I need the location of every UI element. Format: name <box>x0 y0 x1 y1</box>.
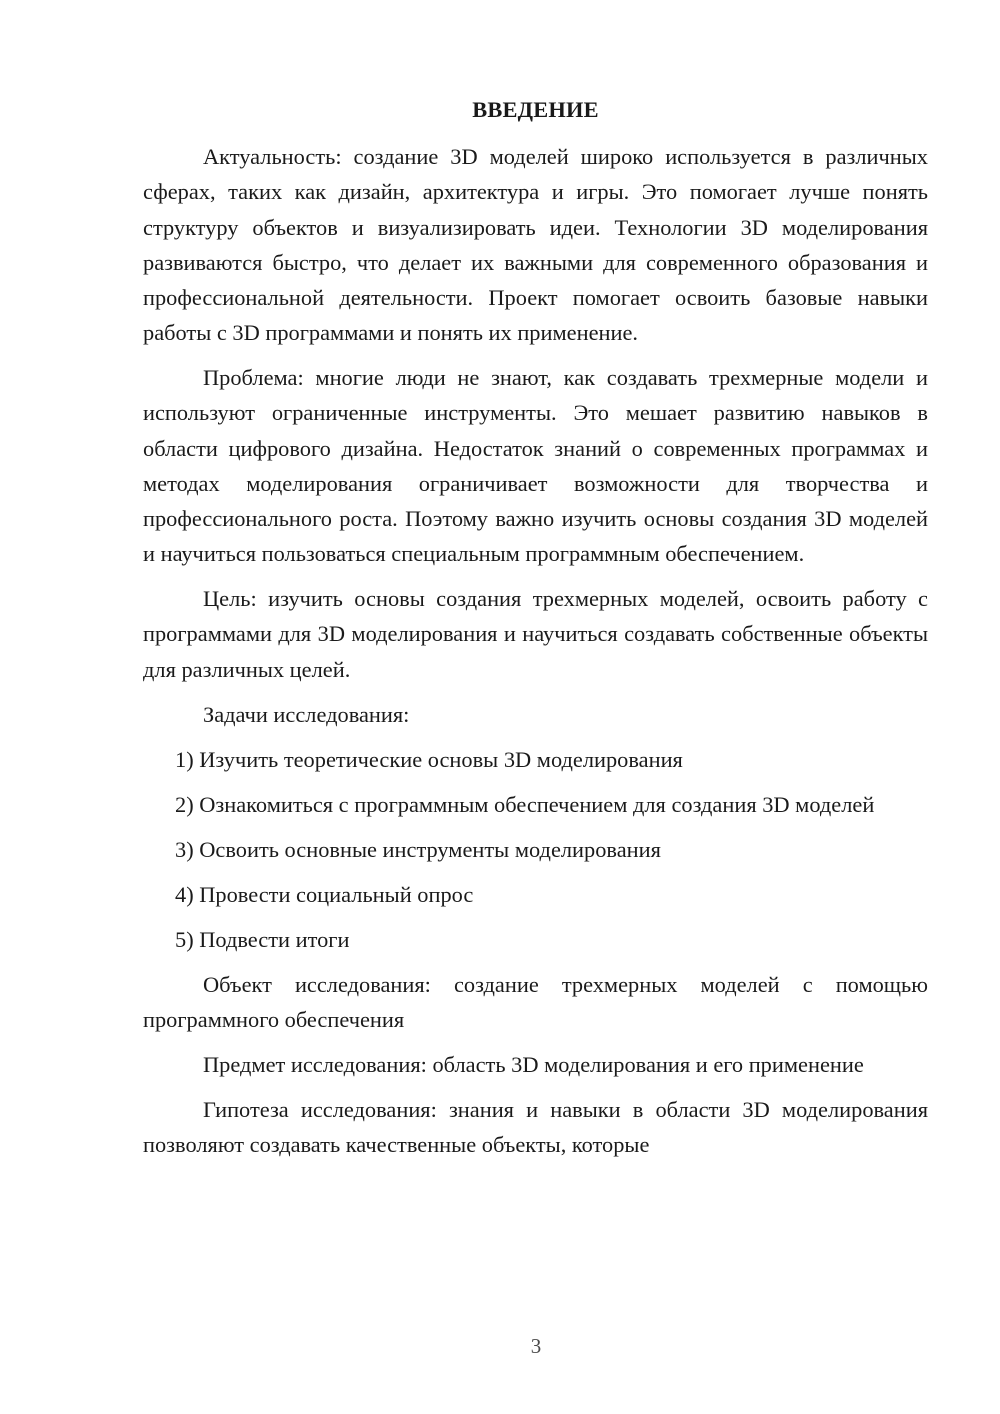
task-item-4: 4) Провести социальный опрос <box>175 881 474 907</box>
page-title: ВВЕДЕНИЕ <box>472 97 599 122</box>
task-item-5: 5) Подвести итоги <box>175 926 350 952</box>
task-item-2: 2) Ознакомиться с программным обеспечением для создания 3D моделей <box>175 791 875 817</box>
task-item-3: 3) Освоить основные инструменты моделирования <box>175 836 661 862</box>
paragraph-object: Объект исследования: создание трехмерных моделей с помощью программного обеспечения <box>143 971 928 1032</box>
document-body <box>143 92 928 1172</box>
paragraph-goal: Цель: изучить основы создания трехмерных моделей, освоить работу с программами для 3D моделирования и научиться создавать собственные объекты для различных целей. <box>143 586 928 682</box>
paragraph-problem: Проблема: многие люди не знают, как создавать трехмерные модели и используют ограниченные инструменты. Это мешает развитию навыков в области цифрового дизайна. Недостаток знаний о современных программах и методах моделирования ограничивает возможности для творчества и профессионального роста. Поэтому важно изучить основы создания 3D моделей и научиться пользоваться специальным программным обеспечением. <box>143 365 928 567</box>
paragraph-hypothesis: Гипотеза исследования: знания и навыки в области 3D моделирования позволяют создавать качественные объекты, которые <box>143 1096 928 1158</box>
tasks-heading: Задачи исследования: <box>203 701 410 727</box>
paragraph-relevance: Актуальность: создание 3D моделей широко используется в различных сферах, таких как дизайн, архитектура и игры. Это помогает лучше понять структуру объектов и визуализировать идеи. Технологии 3D моделирования развиваются быстро, что делает их важными для современного образования и профессиональной деятельности. Проект помогает освоить базовые навыки работы с 3D программами и понять их применение. <box>143 144 928 346</box>
task-item-1: 1) Изучить теоретические основы 3D моделирования <box>175 746 683 772</box>
page-number: 3 <box>530 1334 542 1358</box>
paragraph-subject: Предмет исследования: область 3D моделирования и его применение <box>203 1051 864 1077</box>
